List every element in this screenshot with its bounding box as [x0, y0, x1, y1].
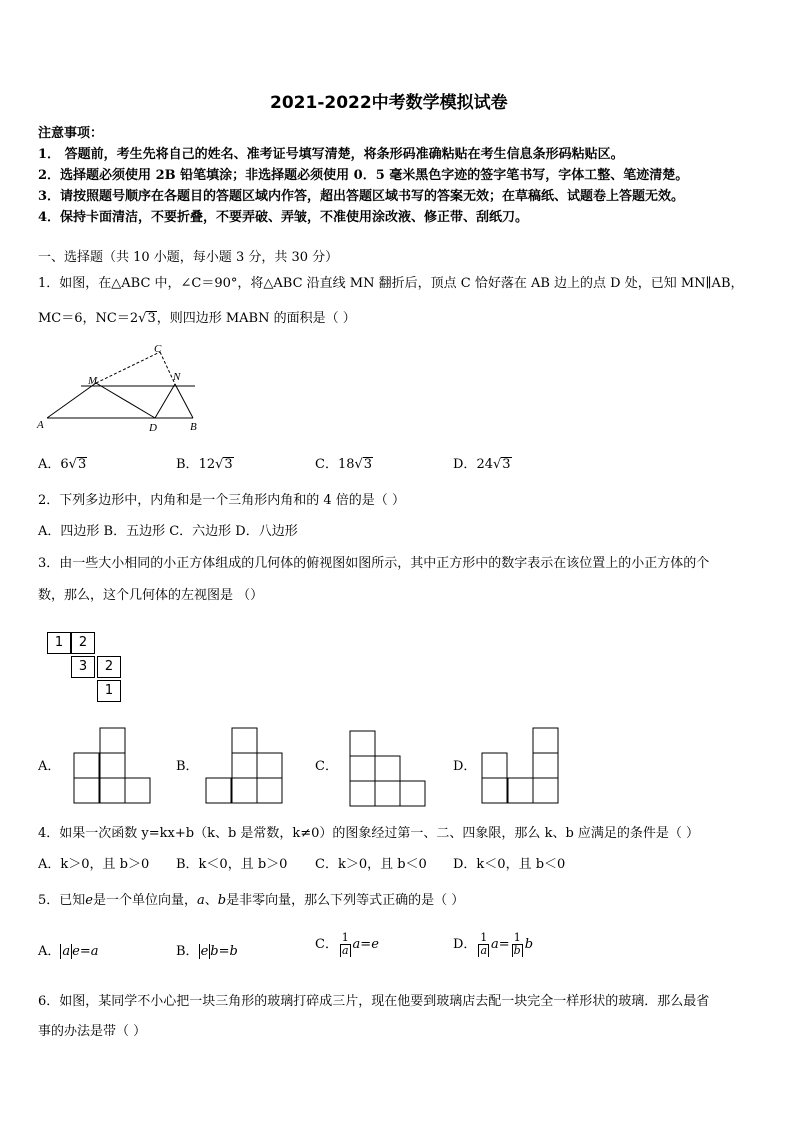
q1-option-a[interactable]: A．6√3 [38, 457, 87, 472]
question-1-line2: MC＝6，NC＝2√3，则四边形 MABN 的面积是（ ） [38, 311, 356, 326]
q3-option-a-view[interactable] [74, 728, 154, 808]
q3-option-c-view[interactable] [350, 731, 430, 811]
q3-option-b-view[interactable] [206, 728, 286, 808]
question-5: 5．已知e是一个单位向量，a、b是非零向量，那么下列等式正确的是（ ） [38, 893, 465, 908]
question-2: 2．下列多边形中，内角和是一个三角形内角和的 4 倍的是（ ） [38, 493, 405, 508]
question-6-line1: 6．如图，某同学不小心把一块三角形的玻璃打碎成三片，现在他要到玻璃店去配一块完全一样形状的玻璃．那么最省 [38, 994, 710, 1009]
q2-options[interactable]: A．四边形 B．五边形 C．六边形 D．八边形 [38, 524, 298, 539]
notice-item: 3．请按照题号顺序在各题目的答题区域内作答，超出答题区域书写的答案无效；在草稿纸、试题卷上答题无效。 [38, 189, 685, 204]
section-heading: 一、选择题（共 10 小题，每小题 3 分，共 30 分） [38, 250, 339, 265]
q4-option-b[interactable]: B．k＜0，且 b＞0 [176, 857, 288, 872]
q3-option-d-label[interactable]: D． [453, 759, 477, 774]
q1-option-c[interactable]: C．18√3 [315, 457, 373, 472]
q4-option-a[interactable]: A．k＞0，且 b＞0 [38, 857, 150, 872]
label-B: B [190, 421, 197, 433]
grid-cell: 1 [97, 680, 121, 702]
question-6-line2: 事的办法是带（ ） [38, 1024, 147, 1039]
notice-item: 4．保持卡面清洁，不要折叠，不要弄破、弄皱，不准使用涂改液、修正带、刮纸刀。 [38, 210, 529, 225]
q4-option-c[interactable]: C．k＞0，且 b＜0 [315, 857, 427, 872]
q1-triangle-figure [35, 340, 215, 435]
q3-option-b-label[interactable]: B． [176, 759, 199, 774]
grid-cell: 3 [71, 656, 95, 678]
grid-cell: 2 [71, 632, 95, 654]
label-M: M [88, 375, 98, 387]
q1-option-d[interactable]: D．24√3 [453, 457, 511, 472]
q4-option-d[interactable]: D．k＜0，且 b＜0 [453, 857, 566, 872]
question-4: 4．如果一次函数 y=kx+b（k、b 是常数，k≠0）的图象经过第一、二、四象限，那么 k、b 应满足的条件是（ ） [38, 826, 700, 841]
notice-heading: 注意事项： [38, 126, 104, 141]
q3-option-a-label[interactable]: A． [38, 759, 61, 774]
q1-option-b[interactable]: B．12√3 [176, 457, 233, 472]
q5-option-d[interactable]: D． $\frac{1}{a}$ a= $\frac{1}{b}$ b [453, 931, 534, 957]
question-3-line1: 3．由一些大小相同的小正方体组成的几何体的俯视图如图所示，其中正方形中的数字表示在该位置上的小正方体的个 [38, 556, 710, 571]
q5-option-c[interactable]: C． $\frac{1}{a}$ a=e [315, 931, 379, 957]
q3-option-c-label[interactable]: C． [315, 759, 338, 774]
notice-item: 1． 答题前，考生先将自己的姓名、准考证号填写清楚，将条形码准确粘贴在考生信息条形码粘贴区。 [38, 147, 624, 162]
q5-option-b[interactable]: B． e b=b [176, 944, 238, 959]
grid-cell: 2 [97, 656, 121, 678]
label-C: C [154, 343, 162, 355]
q5-option-a[interactable]: A． a e=a [38, 944, 99, 959]
grid-cell: 1 [47, 632, 71, 654]
notice-item: 2．选择题必须使用 2B 铅笔填涂；非选择题必须使用 0．5 毫米黑色字迹的签字笔书写，字体工整、笔迹清楚。 [38, 168, 689, 183]
label-D: D [149, 422, 157, 434]
q3-option-d-view[interactable] [482, 728, 562, 808]
page-title: 2021-2022中考数学模拟试卷 [270, 93, 508, 113]
question-3-line2: 数，那么，这个几何体的左视图是 （） [38, 588, 264, 603]
question-1-line1: 1．如图，在△ABC 中，∠C＝90°，将△ABC 沿直线 MN 翻折后，顶点 C 恰好落在 AB 边上的点 D 处，已知 MN∥AB， [38, 276, 744, 291]
label-A: A [37, 419, 44, 431]
label-N: N [173, 371, 181, 383]
